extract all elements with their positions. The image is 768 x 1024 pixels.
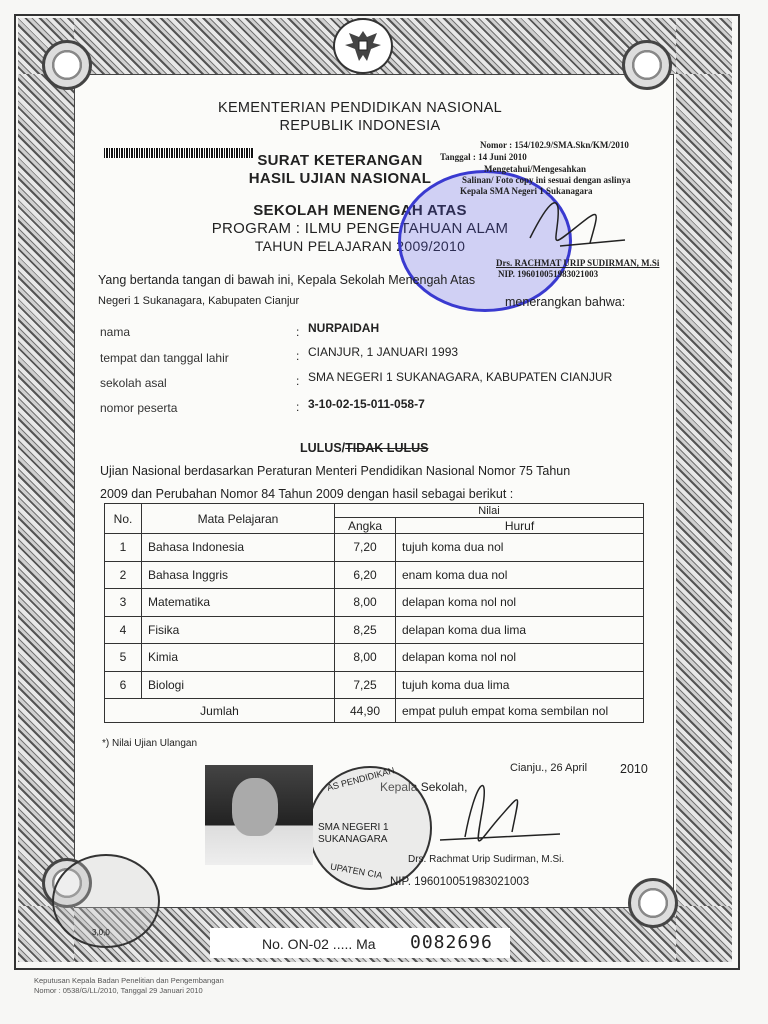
header-nilai: Nilai [335, 504, 644, 518]
serial-prefix: No. ON-02 ..... Ma [262, 936, 376, 952]
header-subject: Mata Pelajaran [142, 504, 335, 534]
grade-rows [105, 534, 644, 699]
colon: : [296, 400, 300, 414]
row-angka: 7,25 [335, 671, 396, 699]
corner-ornament-icon [622, 40, 672, 90]
seal-text: 3,0,0 [92, 928, 110, 937]
document-subtitle: HASIL UJIAN NASIONAL [248, 170, 432, 187]
principal-name: Drs. Rachmat Urip Sudirman, M.Si. [408, 854, 565, 865]
school-level: SEKOLAH MENENGAH ATAS [253, 202, 467, 219]
legalization-nip: NIP. 196010051983021003 [498, 269, 599, 279]
regulation-line-1: Ujian Nasional berdasarkan Peraturan Menteri Pendidikan Nasional Nomor 75 Tahun [100, 464, 571, 478]
legalization-number: Nomor : 154/102.9/SMA.Skn/KM/2010 [480, 140, 629, 150]
total-angka: 44,90 [335, 699, 396, 723]
row-no: 2 [105, 561, 142, 589]
garuda-icon [343, 27, 383, 65]
row-subject: Bahasa Indonesia [142, 534, 335, 562]
student-school: SMA NEGERI 1 SUKANAGARA, KABUPATEN CIANJUR [308, 370, 613, 384]
row-subject: Fisika [142, 616, 335, 644]
birth-label: tempat dan tanggal lahir [100, 351, 229, 365]
row-no: 5 [105, 644, 142, 672]
intro-line-1: Yang bertanda tangan di bawah ini, Kepala Sekolah Menengah Atas [98, 273, 476, 287]
row-angka: 8,00 [335, 644, 396, 672]
place-date: Cianju., 26 April [510, 762, 588, 774]
student-number: 3-10-02-15-011-058-7 [308, 397, 425, 411]
row-huruf: tujuh koma dua nol [396, 534, 644, 562]
bottom-note-1: Keputusan Kepala Badan Penelitian dan Pengembangan [34, 976, 224, 985]
footnote: *) Nilai Ujian Ulangan [102, 738, 198, 749]
result-pass: LULUS/ [300, 441, 346, 455]
total-label: Jumlah [105, 699, 335, 723]
row-angka: 8,00 [335, 589, 396, 617]
stamp-school-2: SUKANAGARA [318, 834, 388, 845]
total-huruf: empat puluh empat koma sembilan nol [396, 699, 644, 723]
legalization-line-3: Kepala SMA Negeri 1 Sukanagara [460, 186, 593, 196]
legalization-line-2: Salinan/ Foto copy ini sesuai dengan aslinya [462, 175, 631, 185]
row-no: 4 [105, 616, 142, 644]
school-label: sekolah asal [100, 376, 167, 390]
corner-ornament-icon [42, 40, 92, 90]
student-birth: CIANJUR, 1 JANUARI 1993 [308, 345, 459, 359]
table-row [105, 534, 644, 562]
header-no: No. [105, 504, 142, 534]
legalization-name: Drs. RACHMAT URIP SUDIRMAN, M.Si [496, 258, 660, 268]
principal-signature-icon [420, 762, 570, 852]
row-angka: 7,20 [335, 534, 396, 562]
grades-table [104, 503, 644, 723]
principal-nip: NIP. 196010051983021003 [390, 876, 530, 888]
row-angka: 6,20 [335, 561, 396, 589]
name-label: nama [100, 325, 131, 339]
row-huruf: enam koma dua nol [396, 561, 644, 589]
stamp-school: SMA NEGERI 1 [318, 822, 389, 833]
colon: : [296, 349, 300, 363]
row-subject: Biologi [142, 671, 335, 699]
row-no: 3 [105, 589, 142, 617]
table-row [105, 644, 644, 672]
principal-title: Kepala Sekolah, [380, 780, 468, 794]
header-angka: Angka [335, 518, 396, 534]
row-huruf: delapan koma dua lima [396, 616, 644, 644]
legalization-date: Tanggal : 14 Juni 2010 [440, 152, 527, 162]
academic-year: TAHUN PELAJARAN 2009/2010 [254, 238, 466, 254]
number-label: nomor peserta [100, 401, 178, 415]
student-name: NURPAIDAH [308, 321, 380, 335]
result-status [300, 441, 428, 455]
table-row [105, 671, 644, 699]
row-huruf: delapan koma nol nol [396, 589, 644, 617]
table-row [105, 616, 644, 644]
document-title: SURAT KETERANGAN [257, 152, 423, 169]
stamp-ring-bottom: UPATEN CIA [329, 861, 384, 881]
row-angka: 8,25 [335, 616, 396, 644]
row-subject: Kimia [142, 644, 335, 672]
colon: : [296, 374, 300, 388]
row-subject: Matematika [142, 589, 335, 617]
legalization-signature-icon [520, 188, 630, 258]
header-huruf: Huruf [396, 518, 644, 534]
ministry-heading: KEMENTERIAN PENDIDIKAN NASIONAL [217, 100, 503, 116]
garuda-emblem-icon [333, 18, 393, 74]
row-huruf: tujuh koma dua lima [396, 671, 644, 699]
program-line: PROGRAM : ILMU PENGETAHUAN ALAM [211, 220, 509, 237]
student-face [232, 778, 278, 836]
intro-line-3: menerangkan bahwa: [505, 295, 626, 309]
result-fail-struck: TIDAK LULUS [345, 441, 429, 455]
bottom-note-2: Nomor : 0538/G/LL/2010, Tanggal 29 Januari 2010 [34, 986, 203, 995]
date-year: 2010 [620, 762, 648, 776]
intro-line-2: Negeri 1 Sukanagara, Kabupaten Cianjur [98, 295, 300, 307]
table-row [105, 561, 644, 589]
legalization-line-1: Mengetahui/Mengesahkan [484, 164, 587, 174]
row-subject: Bahasa Inggris [142, 561, 335, 589]
table-row [105, 589, 644, 617]
stamp-ring-top: AS PENDIDIKAN [325, 765, 396, 793]
colon: : [296, 325, 300, 339]
regulation-line-2: 2009 dan Perubahan Nomor 84 Tahun 2009 dengan hasil sebagai berikut : [100, 487, 514, 501]
row-no: 6 [105, 671, 142, 699]
corner-ornament-icon [628, 878, 678, 928]
serial-number: 0082696 [410, 932, 493, 953]
row-huruf: delapan koma nol nol [396, 644, 644, 672]
republic-heading: REPUBLIK INDONESIA [279, 118, 441, 134]
row-no: 1 [105, 534, 142, 562]
